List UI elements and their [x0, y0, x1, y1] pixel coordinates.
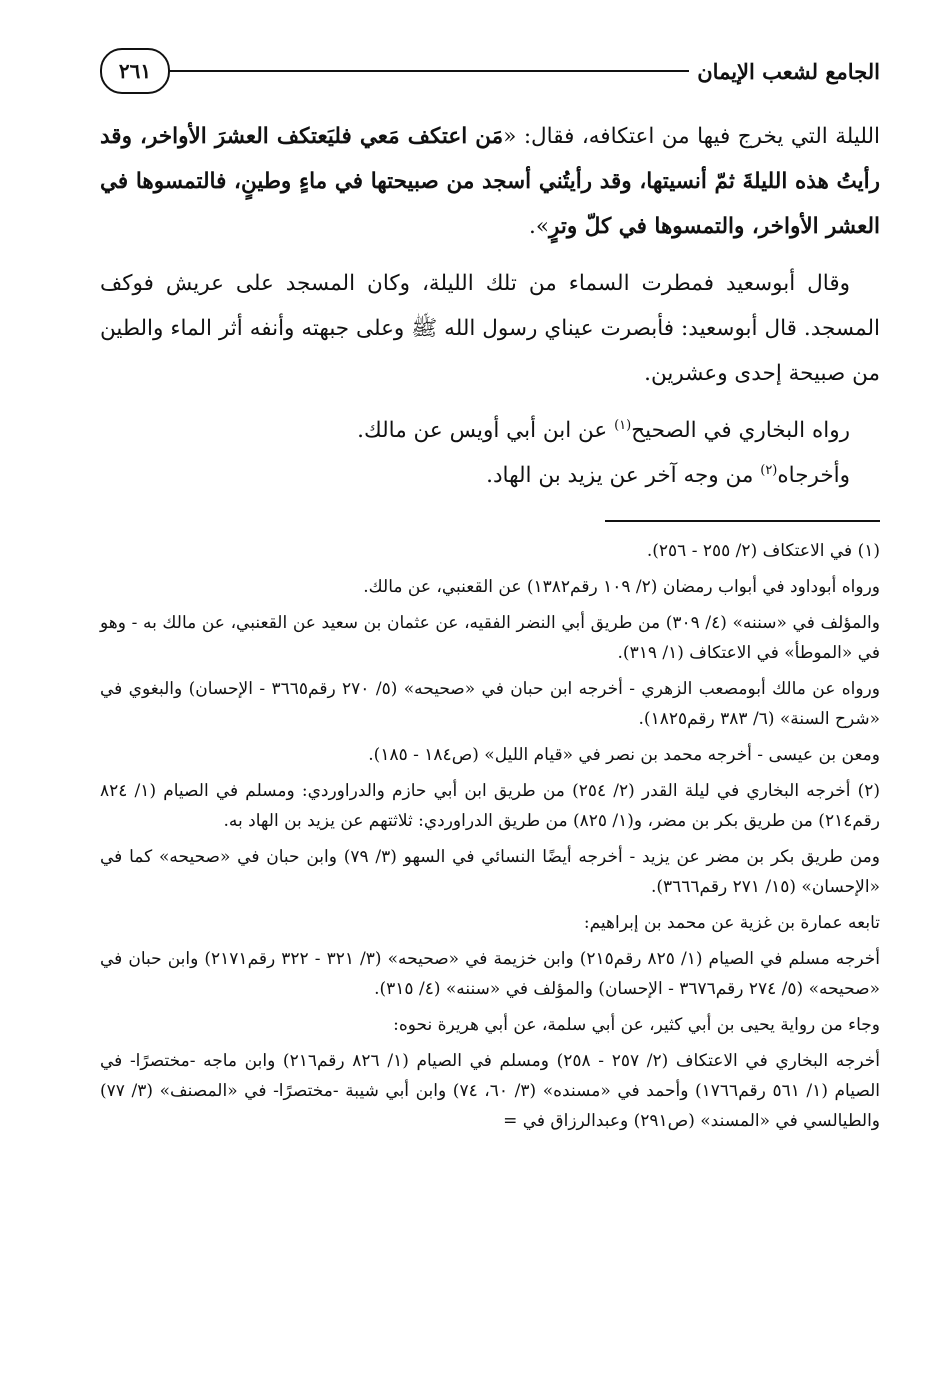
hadith-paragraph — [100, 114, 880, 249]
hadith-intro: الليلة التي يخرج فيها من اعتكافه، فقال: « — [503, 124, 880, 149]
akhrajah-text-a: وأخرجاه — [777, 463, 850, 488]
footnote-line: أخرجه مسلم في الصيام (١/ ٨٢٥ رقم٢١٥) وابن خزيمة في «صحيحه» (٣/ ٣٢١ - ٣٢٢ رقم٢١٧١) وابن حبان في «صحيحه» (٥/ ٢٧٤ رقم٣٦٧٦ - الإحسان) والمؤلف في «سننه» (٤/ ٣١٥). — [100, 949, 880, 999]
footnote-line: (١) في الاعتكاف (٢/ ٢٥٥ - ٢٥٦). — [646, 541, 880, 561]
page-header — [100, 40, 880, 102]
footnote-line: ومن طريق بكر بن مضر عن يزيد - أخرجه أيضًا النسائي في السهو (٣/ ٧٩) وابن حبان في «صحيحه» كما في «الإحسان» (١٥/ ٢٧١ رقم٣٦٦٦). — [100, 847, 880, 897]
akhrajah-line — [100, 453, 880, 498]
footnote-line: تابعه عمارة بن غزية عن محمد بن إبراهيم: — [583, 913, 880, 933]
narration-paragraph: وقال أبوسعيد فمطرت السماء من تلك الليلة، وكان المسجد على عريش فوكف المسجد. قال أبوسعيد: فأبصرت عيناي رسول الله ﷺ وعلى جبهته وأنفه أثر الماء والطين من صبيحة إحدى وعشرين. — [100, 271, 880, 386]
footnote-line: وجاء من رواية يحيى بن أبي كثير، عن أبي سلمة، عن أبي هريرة نحوه: — [393, 1015, 880, 1035]
page-number-badge: ٢٦١ — [100, 48, 170, 94]
header-rule — [170, 70, 689, 72]
bukhari-text-b: عن ابن أبي أويس عن مالك. — [357, 418, 615, 443]
running-title: الجامع لشعب الإيمان — [697, 58, 880, 84]
footnote-line: ورواه عن مالك أبومصعب الزهري - أخرجه ابن حبان في «صحيحه» (٥/ ٢٧٠ رقم٣٦٦٥ - الإحسان) والبغوي في «شرح السنة» (٦/ ٣٨٣ رقم١٨٢٥). — [100, 679, 880, 729]
akhrajah-text-b: من وجه آخر عن يزيد بن الهاد. — [486, 463, 761, 488]
hadith-quote: مَن اعتكف مَعي فليَعتكف العشرَ الأواخر، وقد رأيتُ هذه الليلةَ ثمّ أنسيتها، وقد رأيتُني أسجد من صبيحتها في ماءٍ وطينٍ، فالتمسوها في العشر الأواخر، والتمسوها في كلّ وترٍ — [100, 124, 880, 239]
hadith-quote-close: ». — [529, 214, 549, 239]
footnotes — [100, 536, 880, 1136]
main-text — [100, 114, 880, 498]
footnote-line: والمؤلف في «سننه» (٤/ ٣٠٩) من طريق أبي النضر الفقيه، عن عثمان بن سعيد عن القعنبي، عن مالك به - وهو في «الموطأ» في الاعتكاف (١/ ٣١٩). — [100, 613, 880, 663]
footnote-line: ومعن بن عيسى - أخرجه محمد بن نصر في «قيام الليل» (ص١٨٤ - ١٨٥). — [368, 745, 880, 765]
bukhari-line — [100, 408, 880, 453]
footnote-line: أخرجه البخاري في الاعتكاف (٢/ ٢٥٧ - ٢٥٨) ومسلم في الصيام (١/ ٨٢٦ رقم٢١٦) وابن ماجه -مختصرًا- في الصيام (١/ ٥٦١ رقم١٧٦٦) وأحمد في «مسنده» (٣/ ٦٠، ٧٤) وابن أبي شيبة -مختصرًا- في «المصنف» (٣/ ٧٧) والطيالسي في «المسند» (ص٢٩١) وعبدالرزاق في = — [100, 1051, 881, 1131]
book-page — [100, 40, 880, 1340]
footnote-ref-2: (٢) — [760, 462, 778, 478]
bukhari-text-a: رواه البخاري في الصحيح — [631, 418, 850, 443]
footnote-line: (٢) أخرجه البخاري في ليلة القدر (٢/ ٢٥٤) من طريق ابن أبي حازم والدراوردي: ومسلم في الصيام (١/ ٨٢٤ رقم٢١٤) من طريق بكر بن مضر، و(١/ ٨٢٥) من طريق الدراوردي: ثلاثتهم عن يزيد بن الهاد به. — [100, 781, 881, 831]
footnote-ref-1: (١) — [614, 417, 632, 433]
footnote-separator — [605, 520, 880, 522]
footnote-line: ورواه أبوداود في أبواب رمضان (٢/ ١٠٩ رقم١٣٨٢) عن القعنبي، عن مالك. — [363, 577, 880, 597]
